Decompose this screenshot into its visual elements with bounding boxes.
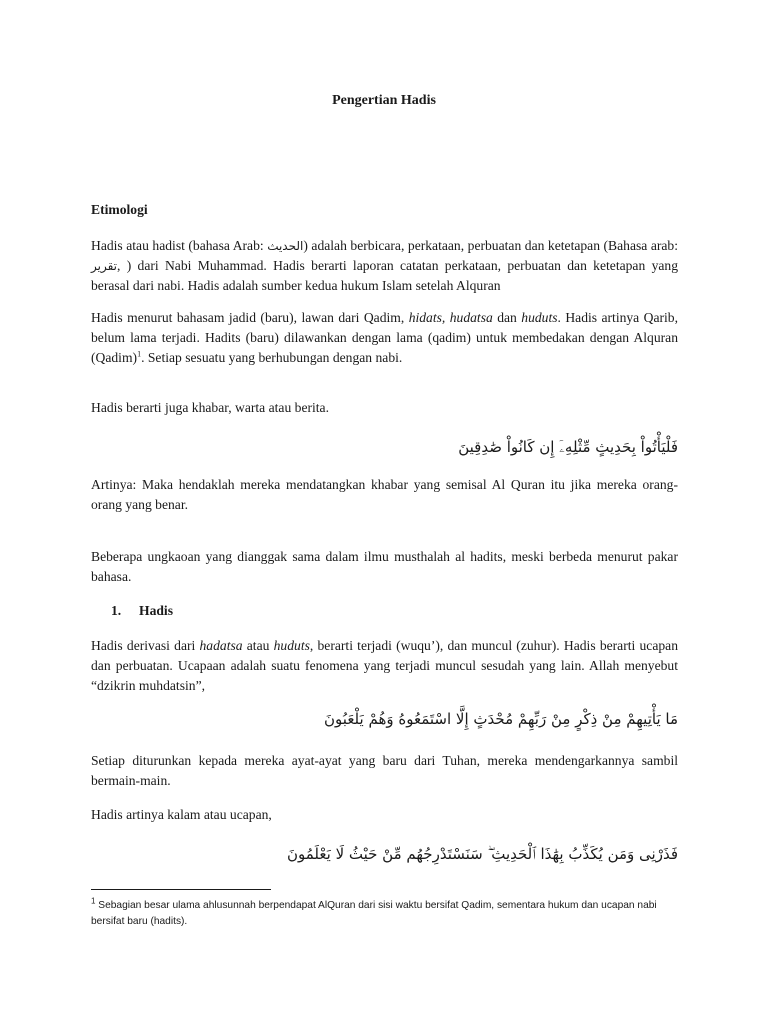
paragraph-khabar: Hadis berarti juga khabar, warta atau berita.: [91, 400, 329, 415]
italic-term: huduts: [521, 310, 558, 325]
arabic-verse-2: مَا يَأْتِيهِمْ مِنْ ذِكْرٍ مِنْ رَبِّهِمْ مُحْدَثٍ إِلَّا اسْتَمَعُوهُ وَهُمْ يَلْعَبُونَ: [324, 710, 678, 728]
footnote-number: 1: [91, 896, 96, 906]
paragraph-text: Hadis atau hadist (bahasa Arab:: [91, 238, 268, 253]
paragraph-kalam: Hadis artinya kalam atau ucapan,: [91, 807, 272, 822]
italic-term: hidats, hudatsa: [408, 310, 493, 325]
footnote-reference[interactable]: 1: [137, 349, 142, 359]
paragraph-text: . Hadis artinya Qarib, belum lama terjadi. Hadits (baru) dilawankan dengan lama (qadim) untuk membedakan dengan Alquran (Qadim): [91, 310, 678, 365]
paragraph-text: , berarti terjadi (wuqu’), dan muncul (zuhur). Hadis berarti ucapan dan perbuatan. Ucapaan adalah suatu fenomena yang terjadi muncul sesudah yang lain. Allah menyebut “dzikrin muhdatsin”,: [91, 638, 678, 693]
arabic-verse-3: فَذَرْنِى وَمَن يُكَذِّبُ بِهَٰذَا ٱلْحَدِيثِ ۖ سَنَسْتَدْرِجُهُم مِّنْ حَيْثُ لَا يَعْلَمُونَ: [286, 845, 678, 863]
paragraph-text: , ) dari Nabi Muhammad. Hadis berarti laporan catatan perkataan, perbuatan dan ketetapan yang berasal dari nabi. Hadis adalah sumber kedua hukum Islam setelah Alquran: [91, 258, 678, 293]
paragraph-text: . Setiap sesuatu yang berhubungan dengan nabi.: [141, 350, 403, 365]
section-heading-etimologi: Etimologi: [91, 202, 148, 217]
list-number: 1.: [111, 603, 122, 618]
italic-term: hadatsa: [199, 638, 243, 653]
paragraph-text: ) adalah berbicara, perkataan, perbuatan dan ketetapan (Bahasa arab:: [303, 238, 679, 253]
paragraph-translation-2: Setiap diturunkan kepada mereka ayat-ayat yang baru dari Tuhan, mereka mendengarkannya sambil bermain-main.: [91, 753, 678, 788]
paragraph-language-meaning: [91, 308, 678, 368]
arabic-inline-text: الحديث: [267, 239, 304, 253]
footnote: [91, 898, 691, 930]
italic-term: huduts: [273, 638, 310, 653]
footnote-divider: [91, 889, 271, 890]
paragraph-text: dan: [492, 310, 522, 325]
paragraph-translation-1: Artinya: Maka hendaklah mereka mendatangkan khabar yang semisal Al Quran itu jika mereka orang-orang yang benar.: [91, 477, 678, 512]
paragraph-derivation: [91, 636, 678, 696]
paragraph-definition: [91, 236, 678, 296]
arabic-inline-text: تقرير: [91, 259, 117, 273]
paragraph-text: Hadis menurut bahasam jadid (baru), lawan dari Qadim,: [91, 310, 409, 325]
page-title: Pengertian Hadis: [332, 93, 436, 108]
list-label: Hadis: [139, 603, 173, 618]
paragraph-text: Hadis derivasi dari: [91, 638, 200, 653]
footnote-text: Sebagian besar ulama ahlusunnah berpendapat AlQuran dari sisi waktu bersifat Qadim, sementara hukum dan ucapan nabi bersifat baru (hadits).: [91, 900, 657, 927]
list-item-hadis: [91, 601, 678, 621]
paragraph-text: atau: [242, 638, 274, 653]
arabic-verse-1: فَلْيَأْتُواْ بِحَدِيثٍ مِّثْلِهِۦٓ إِن كَانُواْ صَٰدِقِينَ: [458, 438, 678, 456]
paragraph-expressions: Beberapa ungkaoan yang dianggak sama dalam ilmu musthalah al hadits, meski berbeda menurut pakar bahasa.: [91, 549, 678, 584]
